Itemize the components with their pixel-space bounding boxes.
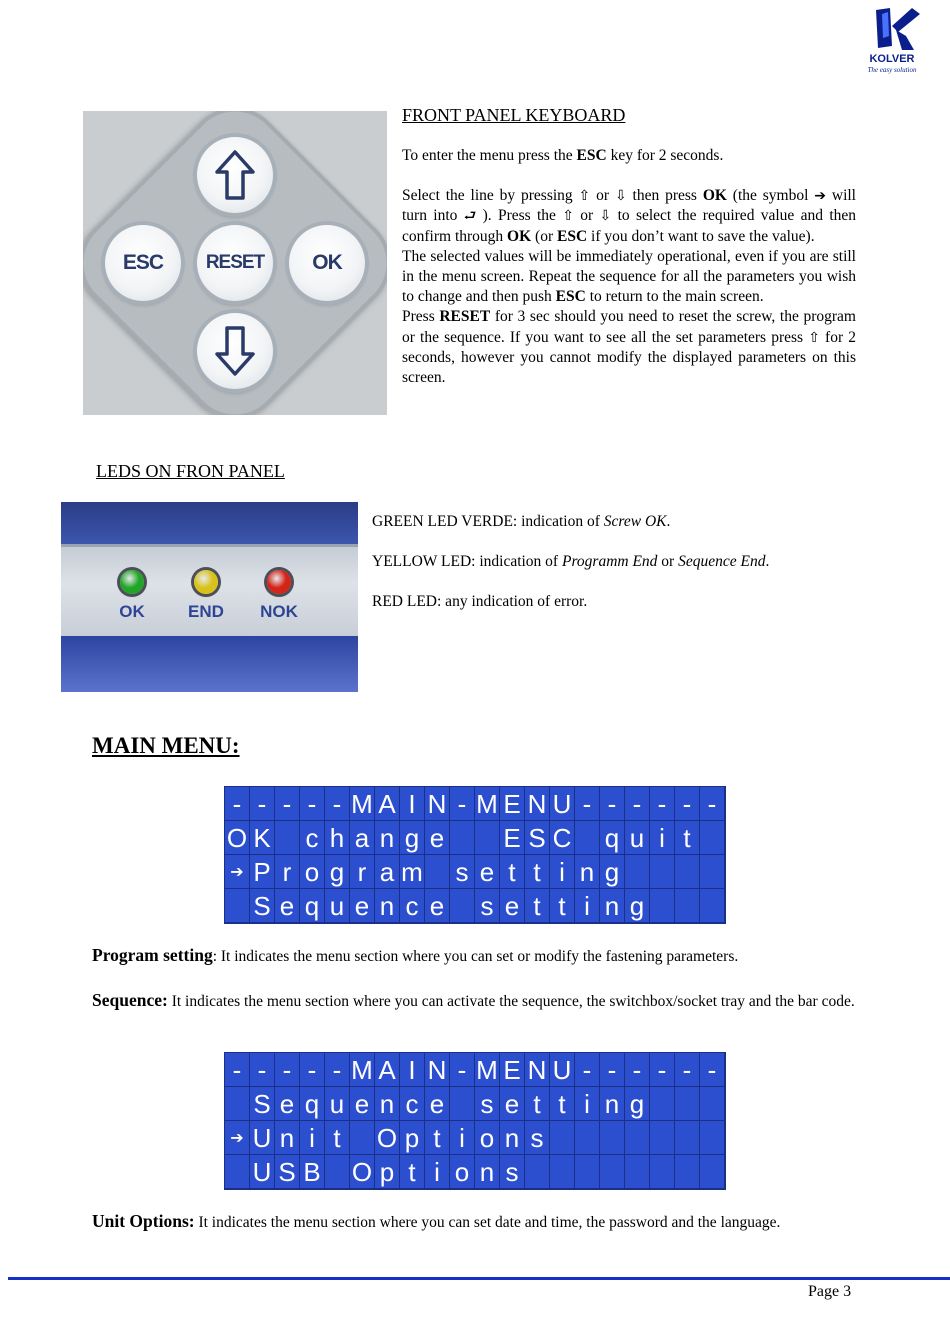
lcd-cell xyxy=(675,889,700,923)
lcd-cell xyxy=(450,1087,475,1121)
lcd-cell: n xyxy=(600,1087,625,1121)
lcd-cell: - xyxy=(575,1053,600,1087)
lcd-cell xyxy=(575,1155,600,1189)
lcd-cell: e xyxy=(275,889,300,923)
lcd-cell xyxy=(700,1087,725,1121)
selection-arrow-icon: ➔ xyxy=(225,855,250,889)
lcd-cell: M xyxy=(350,1053,375,1087)
keyboard-instructions xyxy=(402,146,856,388)
lcd-cell xyxy=(700,1121,725,1155)
lcd-cell: - xyxy=(325,787,350,821)
lcd-cell xyxy=(700,889,725,923)
lcd-cell: - xyxy=(250,1053,275,1087)
lcd-cell: c xyxy=(400,1087,425,1121)
led-label-nok: NOK xyxy=(260,602,298,621)
up-symbol-icon: ⇧ xyxy=(808,329,820,346)
lcd-cell: O xyxy=(350,1155,375,1189)
lcd-cell: - xyxy=(700,1053,725,1087)
lcd-cell: O xyxy=(375,1121,400,1155)
lcd-cell: g xyxy=(625,889,650,923)
lcd-cell xyxy=(700,855,725,889)
lcd-cell xyxy=(550,1155,575,1189)
lcd-cell: M xyxy=(475,787,500,821)
lcd-cell xyxy=(450,821,475,855)
green-led-icon xyxy=(120,570,144,594)
logo-brand: KOLVER xyxy=(869,53,915,65)
lcd-cell: c xyxy=(400,889,425,923)
lcd-cell: p xyxy=(400,1121,425,1155)
lcd-cell xyxy=(650,1121,675,1155)
lcd-cell: o xyxy=(450,1155,475,1189)
lcd-cell: q xyxy=(300,889,325,923)
lcd-cell: t xyxy=(400,1155,425,1189)
lcd-cell: E xyxy=(500,1053,525,1087)
led-label-end: END xyxy=(188,602,224,621)
lcd-cell xyxy=(275,821,300,855)
lcd-cell: U xyxy=(550,1053,575,1087)
lcd-screen-main-menu-2 xyxy=(224,1052,726,1190)
ok-key: OK xyxy=(289,225,365,301)
reset-key: RESET xyxy=(197,225,273,301)
down-symbol-icon: ⇩ xyxy=(599,208,612,225)
lcd-cell: - xyxy=(300,1053,325,1087)
lcd-cell: U xyxy=(250,1155,275,1189)
lcd-cell xyxy=(575,1121,600,1155)
lcd-cell: h xyxy=(325,821,350,855)
lcd-cell: e xyxy=(475,855,500,889)
lcd-cell: - xyxy=(675,1053,700,1087)
lcd-cell xyxy=(225,1087,250,1121)
kb-paragraph-3: The selected values will be immediately operational, even if you are still in the menu screen. Repeat the sequence for all the parameters you wish to change and then push ESC to return to the main screen. xyxy=(402,247,856,306)
lcd-cell: i xyxy=(300,1121,325,1155)
lcd-cell: E xyxy=(500,787,525,821)
lcd-cell xyxy=(325,1155,350,1189)
lcd-cell: - xyxy=(600,787,625,821)
lcd-cell: n xyxy=(600,889,625,923)
lcd-cell: e xyxy=(425,1087,450,1121)
lcd-cell: A xyxy=(375,787,400,821)
lcd-cell: - xyxy=(325,1053,350,1087)
yellow-led-icon xyxy=(194,570,218,594)
lcd-cell: n xyxy=(375,1087,400,1121)
lcd-cell: M xyxy=(475,1053,500,1087)
lcd-cell: r xyxy=(350,855,375,889)
up-symbol-icon: ⇧ xyxy=(562,208,574,225)
lcd-cell: M xyxy=(350,787,375,821)
lcd-cell: e xyxy=(425,821,450,855)
lcd-cell: i xyxy=(575,1087,600,1121)
esc-key: ESC xyxy=(105,225,181,301)
lcd-cell: m xyxy=(400,855,425,889)
lcd-cell: t xyxy=(500,855,525,889)
lcd-cell: - xyxy=(225,787,250,821)
arrow-symbol-icon: ➔ xyxy=(814,188,827,205)
lcd-cell xyxy=(675,1087,700,1121)
lcd-cell xyxy=(225,1155,250,1189)
lcd-cell: - xyxy=(225,1053,250,1087)
lcd-cell: t xyxy=(325,1121,350,1155)
kolver-logo xyxy=(862,6,922,76)
lcd-cell: i xyxy=(450,1121,475,1155)
lcd-cell xyxy=(650,1087,675,1121)
lcd-cell: g xyxy=(325,855,350,889)
lcd-cell: U xyxy=(550,787,575,821)
lcd-cell: C xyxy=(550,821,575,855)
lcd-cell: N xyxy=(525,1053,550,1087)
lcd-cell: s xyxy=(475,1087,500,1121)
lcd-cell xyxy=(675,855,700,889)
lcd-cell: e xyxy=(275,1087,300,1121)
lcd-cell: i xyxy=(425,1155,450,1189)
lcd-cell: t xyxy=(425,1121,450,1155)
lcd-cell xyxy=(225,889,250,923)
lcd-cell: i xyxy=(550,855,575,889)
lcd-cell: - xyxy=(275,1053,300,1087)
lcd-cell: t xyxy=(550,889,575,923)
lcd-cell xyxy=(450,889,475,923)
up-key xyxy=(197,137,273,213)
lcd-cell xyxy=(700,1155,725,1189)
lcd-cell: A xyxy=(375,1053,400,1087)
lcd-screen-main-menu-1 xyxy=(224,786,726,924)
kb-paragraph-2: Select the line by pressing ⇧ or ⇩ then press OK (the symbol ➔ will turn into ⮐ ). Press the ⇧ or ⇩ to select the required value and then confirm through OK (or ESC if you don’t want to save the value). xyxy=(402,187,857,245)
lcd-cell: - xyxy=(600,1053,625,1087)
up-symbol-icon: ⇧ xyxy=(578,188,591,205)
lcd-cell: S xyxy=(275,1155,300,1189)
green-led-text: GREEN LED VERDE: indication of Screw OK. xyxy=(372,513,671,530)
lcd-cell: t xyxy=(525,855,550,889)
lcd-cell xyxy=(650,889,675,923)
lcd-cell xyxy=(600,1155,625,1189)
lcd-cell: e xyxy=(500,889,525,923)
lcd-cell: - xyxy=(250,787,275,821)
lcd-cell: r xyxy=(275,855,300,889)
lcd-cell: S xyxy=(250,1087,275,1121)
lcd-cell: - xyxy=(675,787,700,821)
led-panel-photo xyxy=(61,502,358,692)
lcd-cell: s xyxy=(500,1155,525,1189)
lcd-cell: N xyxy=(425,1053,450,1087)
lcd-cell: P xyxy=(250,855,275,889)
lcd-cell: o xyxy=(475,1121,500,1155)
lcd-cell: - xyxy=(450,787,475,821)
yellow-led-text: YELLOW LED: indication of Programm End or Sequence End. xyxy=(372,553,770,571)
lcd-cell xyxy=(625,1121,650,1155)
lcd-cell: S xyxy=(525,821,550,855)
logo-tagline: The easy solution xyxy=(867,66,917,74)
leds-description xyxy=(372,512,842,633)
lcd-cell: s xyxy=(450,855,475,889)
lcd-cell: - xyxy=(625,1053,650,1087)
lcd-cell: - xyxy=(700,787,725,821)
lcd-cell xyxy=(700,821,725,855)
enter-symbol-icon: ⮐ xyxy=(463,208,477,225)
lcd-cell: u xyxy=(625,821,650,855)
lcd-cell: - xyxy=(275,787,300,821)
keyboard-section-title: FRONT PANEL KEYBOARD xyxy=(402,105,626,125)
leds-section-title: LEDS ON FRON PANEL xyxy=(96,461,285,481)
lcd-cell: a xyxy=(350,821,375,855)
lcd-cell: n xyxy=(375,889,400,923)
lcd-cell: I xyxy=(400,787,425,821)
lcd-cell: t xyxy=(675,821,700,855)
lcd-cell: - xyxy=(450,1053,475,1087)
lcd-cell: e xyxy=(350,889,375,923)
lcd-cell: N xyxy=(525,787,550,821)
unit-options-description: Unit Options: It indicates the menu section where you can set date and time, the password and the language. xyxy=(92,1211,781,1231)
lcd-cell: - xyxy=(650,787,675,821)
lcd-cell: s xyxy=(475,889,500,923)
lcd-cell xyxy=(425,855,450,889)
lcd-cell xyxy=(550,1121,575,1155)
page-number: Page 3 xyxy=(808,1283,852,1300)
lcd-cell: n xyxy=(575,855,600,889)
red-led-text: RED LED: any indication of error. xyxy=(372,593,588,611)
lcd-cell xyxy=(350,1121,375,1155)
lcd-cell: u xyxy=(325,1087,350,1121)
footer-divider xyxy=(8,1277,950,1280)
keyboard-photo xyxy=(83,111,387,415)
lcd-cell: o xyxy=(300,855,325,889)
lcd-cell: N xyxy=(425,787,450,821)
lcd-cell: - xyxy=(575,787,600,821)
lcd-cell: g xyxy=(400,821,425,855)
lcd-cell xyxy=(475,821,500,855)
sequence-description: Sequence: It indicates the menu section where you can activate the sequence, the switchbox/socket tray and the bar code. xyxy=(92,990,855,1010)
main-menu-title: MAIN MENU: xyxy=(92,733,240,758)
lcd-cell: c xyxy=(300,821,325,855)
lcd-cell: e xyxy=(500,1087,525,1121)
led-label-ok: OK xyxy=(119,602,145,621)
lcd-cell: i xyxy=(575,889,600,923)
lcd-cell: - xyxy=(625,787,650,821)
lcd-cell: i xyxy=(650,821,675,855)
lcd-cell: t xyxy=(525,1087,550,1121)
lcd-cell: K xyxy=(250,821,275,855)
lcd-cell: a xyxy=(375,855,400,889)
lcd-cell xyxy=(600,1121,625,1155)
arrow-down-icon xyxy=(213,324,257,378)
down-key xyxy=(197,313,273,389)
program-setting-description: Program setting: It indicates the menu section where you can set or modify the fastening parameters. xyxy=(92,945,739,965)
lcd-cell: u xyxy=(325,889,350,923)
lcd-cell: O xyxy=(225,821,250,855)
kolver-logo-mark xyxy=(862,6,922,52)
arrow-up-icon xyxy=(213,148,257,202)
kb-paragraph-4: Press RESET for 3 sec should you need to reset the screw, the program or the sequence. If you want to see all the set parameters press ⇧ for 2 seconds, however you cannot modify the displayed parameters on this screen. xyxy=(402,308,856,387)
lcd-cell: e xyxy=(425,889,450,923)
down-symbol-icon: ⇩ xyxy=(614,188,627,205)
lcd-cell: t xyxy=(525,889,550,923)
lcd-cell xyxy=(650,1155,675,1189)
lcd-cell: U xyxy=(250,1121,275,1155)
lcd-cell: n xyxy=(375,821,400,855)
lcd-cell: E xyxy=(500,821,525,855)
lcd-cell xyxy=(575,821,600,855)
lcd-cell xyxy=(675,1121,700,1155)
red-led-icon xyxy=(267,570,291,594)
lcd-cell: n xyxy=(275,1121,300,1155)
lcd-cell: - xyxy=(650,1053,675,1087)
lcd-cell: - xyxy=(300,787,325,821)
lcd-cell: I xyxy=(400,1053,425,1087)
lcd-cell: B xyxy=(300,1155,325,1189)
lcd-cell xyxy=(625,1155,650,1189)
lcd-cell: n xyxy=(500,1121,525,1155)
lcd-cell: g xyxy=(625,1087,650,1121)
lcd-cell: p xyxy=(375,1155,400,1189)
lcd-cell: s xyxy=(525,1121,550,1155)
lcd-cell xyxy=(675,1155,700,1189)
lcd-cell: n xyxy=(475,1155,500,1189)
kb-paragraph-1: To enter the menu press the ESC key for 2 seconds. xyxy=(402,147,724,164)
lcd-cell xyxy=(650,855,675,889)
selection-arrow-icon: ➔ xyxy=(225,1121,250,1155)
lcd-cell: t xyxy=(550,1087,575,1121)
lcd-cell: q xyxy=(600,821,625,855)
lcd-cell: q xyxy=(300,1087,325,1121)
lcd-cell xyxy=(625,855,650,889)
lcd-cell: S xyxy=(250,889,275,923)
lcd-cell: g xyxy=(600,855,625,889)
lcd-cell xyxy=(525,1155,550,1189)
lcd-cell: e xyxy=(350,1087,375,1121)
